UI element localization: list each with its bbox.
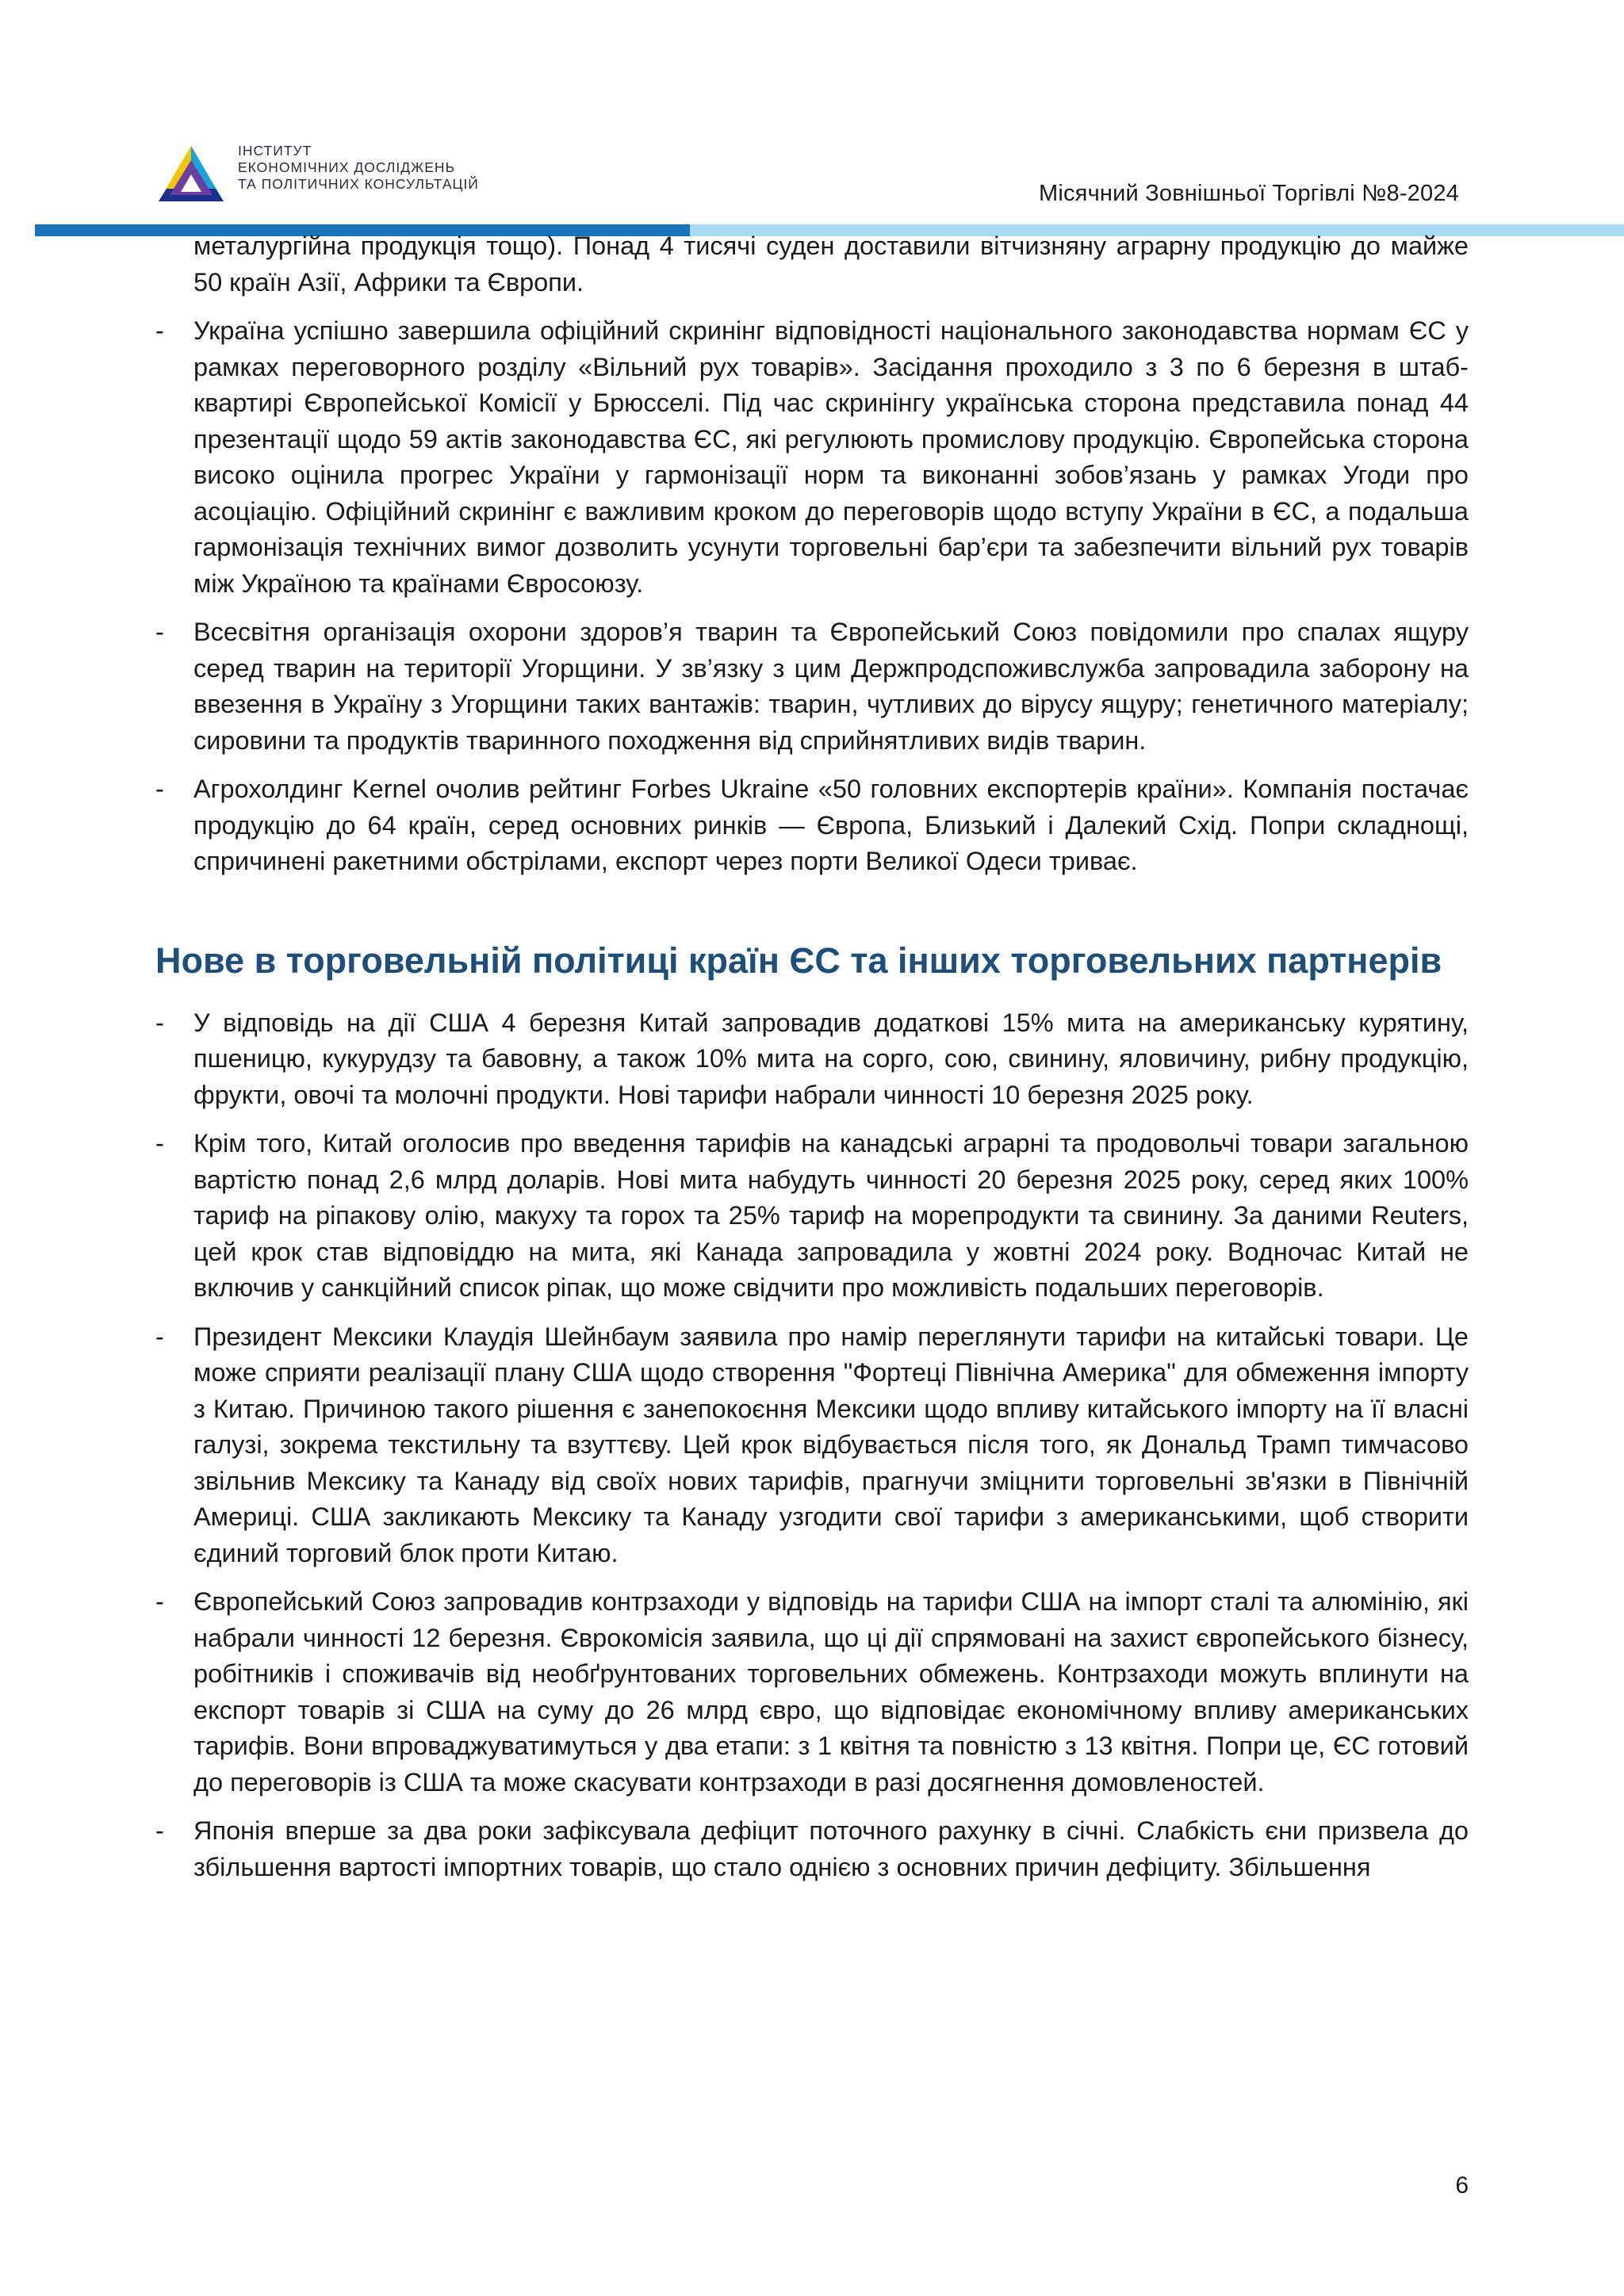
list-item [155,1584,1469,1800]
list-item-text: Президент Мексики Клаудія Шейнбаум заявила про намір переглянути тарифи на китайські товари. Це може сприяти реалізації плану США щодо створення "Фортеці Північна Америка" для обмеження імпорту з Китаю. Причиною такого рішення є занепокоєння Мексики щодо впливу китайського імпорту на її власні галузі, зокрема текстильну та взуттєву. Цей крок відбувається після того, як Дональд Трамп тимчасово звільнив Мексику та Канаду від своїх нових тарифів, прагнучи зміцнити торговельні зв'язки в Північній Америці. США закликають Мексику та Канаду узгодити свої тарифи з американськими, щоб створити єдиний торговий блок проти Китаю. [193,1322,1469,1567]
list-item [155,614,1469,759]
section-heading: Нове в торговельній політиці країн ЄС та інших торговельних партнерів [155,939,1442,981]
list-item [155,1319,1469,1572]
bullet-marker: - [155,1587,164,1616]
bullet-marker: - [155,775,164,803]
report-title: Місячний Зовнішньої Торгівлі №8-2024 [1038,181,1459,206]
institute-logo-icon [155,143,227,210]
bullet-marker: - [155,1129,164,1158]
list-item-text: У відповідь на дії США 4 березня Китай запровадив додаткові 15% мита на американську курятину, пшеницю, кукурудзу та бавовну, а також 10% мита на сорго, сою, свинину, яловичину, рибну продукцію, фрукти, овочі та молочні продукти. Нові тарифи набрали чинності 10 березня 2025 року. [193,1008,1469,1109]
page-number: 6 [1455,2172,1469,2198]
list-item [155,1813,1469,1885]
list-item [155,1126,1469,1307]
list-item [155,1005,1469,1114]
bullet-marker: - [155,618,164,646]
list-item-text: Всесвітня організація охорони здоров’я тварин та Європейський Союз повідомили про спалах ящуру серед тварин на території Угорщини. У зв’язку з цим Держпродспоживслужба запровадила заборону на ввезення в Україну з Угорщини таких вантажів: тварин, чутливих до вірусу ящуру; генетичного матеріалу; сировини та продуктів тваринного походження від сприйнятливих видів тварин. [193,618,1469,755]
list-item [155,313,1469,602]
page-header [0,0,1624,238]
bullet-marker: - [155,316,164,345]
list-item [155,771,1469,880]
list-item-text: Японія вперше за два роки зафіксувала дефіцит поточного рахунку в січні. Слабкість єни призвела до збільшення вартості імпортних товарів, що стало однією з основних причин дефіциту. Збільшення [193,1816,1469,1881]
institute-name [238,143,479,193]
bullet-marker: - [155,1008,164,1037]
page-content [155,228,1469,1898]
list-item-text: Крім того, Китай оголосив про введення тарифів на канадські аграрні та продовольчі товари загальною вартістю понад 2,6 млрд доларів. Нові мита набудуть чинності 20 березня 2025 року, серед яких 100% тариф на ріпакову олію, макуху та горох та 25% тариф на морепродукти та свинину. За даними Reuters, цей крок став відповіддю на мита, які Канада запровадила у жовтні 2024 року. Водночас Китай не включив у санкційний список ріпак, що може свідчити про можливість подальших переговорів. [193,1129,1469,1302]
bullet-marker: - [155,1322,164,1351]
institute-name-line: ТА ПОЛІТИЧНИХ КОНСУЛЬТАЦІЙ [238,176,479,192]
intro-continuation: металургійна продукція тощо). Понад 4 тисячі суден доставили вітчизняну аграрну продукцію до майже 50 країн Азії, Африки та Європи. [193,232,1469,297]
list-item-text: Агрохолдинг Kernel очолив рейтинг Forbes Ukraine «50 головних експортерів країни». Компанія постачає продукцію до 64 країн, серед основних ринків — Європа, Близький і Далекий Схід. Попри складнощі, спричинені ракетними обстрілами, експорт через порти Великої Одеси триває. [193,775,1469,875]
institute-name-line: ЕКОНОМІЧНИХ ДОСЛІДЖЕНЬ [238,159,456,175]
bullet-marker: - [155,1816,164,1845]
list-item-text: Україна успішно завершила офіційний скринінг відповідності національного законодавства нормам ЄС у рамках переговорного розділу «Вільний рух товарів». Засідання проходило з 3 по 6 березня в штаб-квартирі Європейської Комісії у Брюсселі. Під час скринінгу українська сторона представила понад 44 презентації щодо 59 актів законодавства ЄС, які регулюють промислову продукцію. Європейська сторона високо оцінила прогрес України у гармонізації норм та виконанні зобов’язань у рамках Угоди про асоціацію. Офіційний скринінг є важливим кроком до переговорів щодо вступу України в ЄС, а подальша гармонізація технічних вимог дозволить усунути торговельні бар’єри та забезпечити вільний рух товарів між Україною та країнами Євросоюзу. [193,316,1469,598]
institute-name-line: ІНСТИТУТ [238,143,312,159]
list-item-text: Європейський Союз запровадив контрзаходи у відповідь на тарифи США на імпорт сталі та алюмінію, які набрали чинності 12 березня. Єврокомісія заявила, що ці дії спрямовані на захист європейського бізнесу, робітників і споживачів від необґрунтованих торговельних обмежень. Контрзаходи можуть вплинути на експорт товарів зі США на суму до 26 млрд євро, що відповідає економічному впливу американських тарифів. Вони впроваджуватимуться у два етапи: з 1 квітня та повністю з 13 квітня. Попри це, ЄС готовий до переговорів із США та може скасувати контрзаходи в разі досягнення домовленостей. [193,1587,1469,1797]
